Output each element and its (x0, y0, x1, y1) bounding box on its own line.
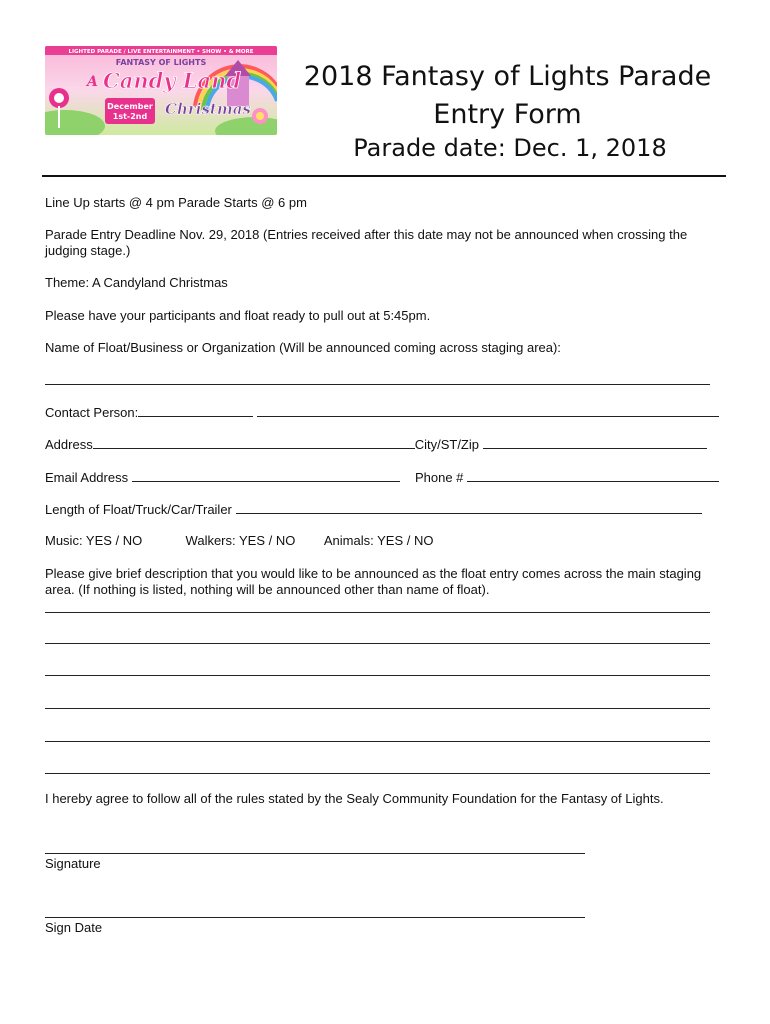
signature-label: Signature (45, 856, 101, 871)
address-field[interactable] (93, 436, 415, 449)
length-label: Length of Float/Truck/Car/Trailer (45, 502, 232, 517)
contact-first-field[interactable] (138, 404, 253, 417)
animals-option[interactable]: Animals: YES / NO (323, 533, 434, 548)
banner-title-christmas: Christmas (165, 100, 251, 118)
contact-row (45, 404, 719, 420)
phone-label: Phone # (414, 470, 464, 485)
banner-dates-line1: December (107, 102, 153, 111)
contact-label: Contact Person: (45, 405, 139, 420)
options-row (45, 533, 433, 548)
phone-field[interactable] (467, 469, 719, 482)
description-line[interactable] (45, 612, 710, 613)
email-label: Email Address (45, 470, 129, 485)
city-field[interactable] (483, 436, 707, 449)
header-divider (42, 175, 726, 177)
length-row (45, 501, 702, 517)
form-title-line1: 2018 Fantasy of Lights Parade (303, 61, 712, 92)
address-row (45, 436, 707, 452)
description-line[interactable] (45, 773, 710, 774)
theme-text: Theme: A Candyland Christmas (45, 275, 228, 290)
description-line[interactable] (45, 708, 710, 709)
description-prompt: Please give brief description that you would like to be announced as the float entry comes across the main staging area. (If nothing is listed, nothing will be announced other than name of float). (45, 566, 702, 597)
signature-field[interactable] (45, 853, 585, 854)
banner-title-a: A (87, 74, 98, 90)
event-banner (45, 46, 277, 135)
address-label: Address (45, 437, 93, 452)
description-line[interactable] (45, 675, 710, 676)
email-row (45, 469, 719, 485)
agreement-text: I hereby agree to follow all of the rules stated by the Sealy Community Foundation for the Fantasy of Lights. (45, 791, 664, 806)
float-name-field[interactable] (45, 384, 710, 385)
banner-top-text: LIGHTED PARADE / LIVE ENTERTAINMENT • SHOW • & MORE (68, 49, 254, 55)
deadline-text: Parade Entry Deadline Nov. 29, 2018 (Entries received after this date may not be announced when crossing the judging stage.) (45, 227, 688, 258)
sign-date-field[interactable] (45, 917, 585, 918)
music-option[interactable]: Music: YES / NO (45, 533, 143, 548)
sign-date-label: Sign Date (45, 920, 103, 935)
banner-title-main: Candy Land (103, 68, 242, 93)
contact-last-field[interactable] (257, 404, 719, 417)
city-label: City/ST/Zip (414, 437, 479, 452)
email-field[interactable] (132, 469, 400, 482)
banner-dates-line2: 1st-2nd (112, 112, 148, 121)
walkers-option[interactable]: Walkers: YES / NO (185, 533, 296, 548)
form-title-line2: Entry Form (433, 99, 582, 130)
length-field[interactable] (236, 501, 702, 514)
description-line[interactable] (45, 741, 710, 742)
name-prompt: Name of Float/Business or Organization (Will be announced coming across staging area): (45, 340, 561, 355)
banner-subtitle: FANTASY OF LIGHTS (115, 58, 207, 67)
description-line[interactable] (45, 643, 710, 644)
lineup-text: Line Up starts @ 4 pm Parade Starts @ 6 pm (45, 195, 307, 210)
parade-date: Parade date: Dec. 1, 2018 (353, 134, 667, 162)
ready-text: Please have your participants and float ready to pull out at 5:45pm. (45, 308, 431, 323)
